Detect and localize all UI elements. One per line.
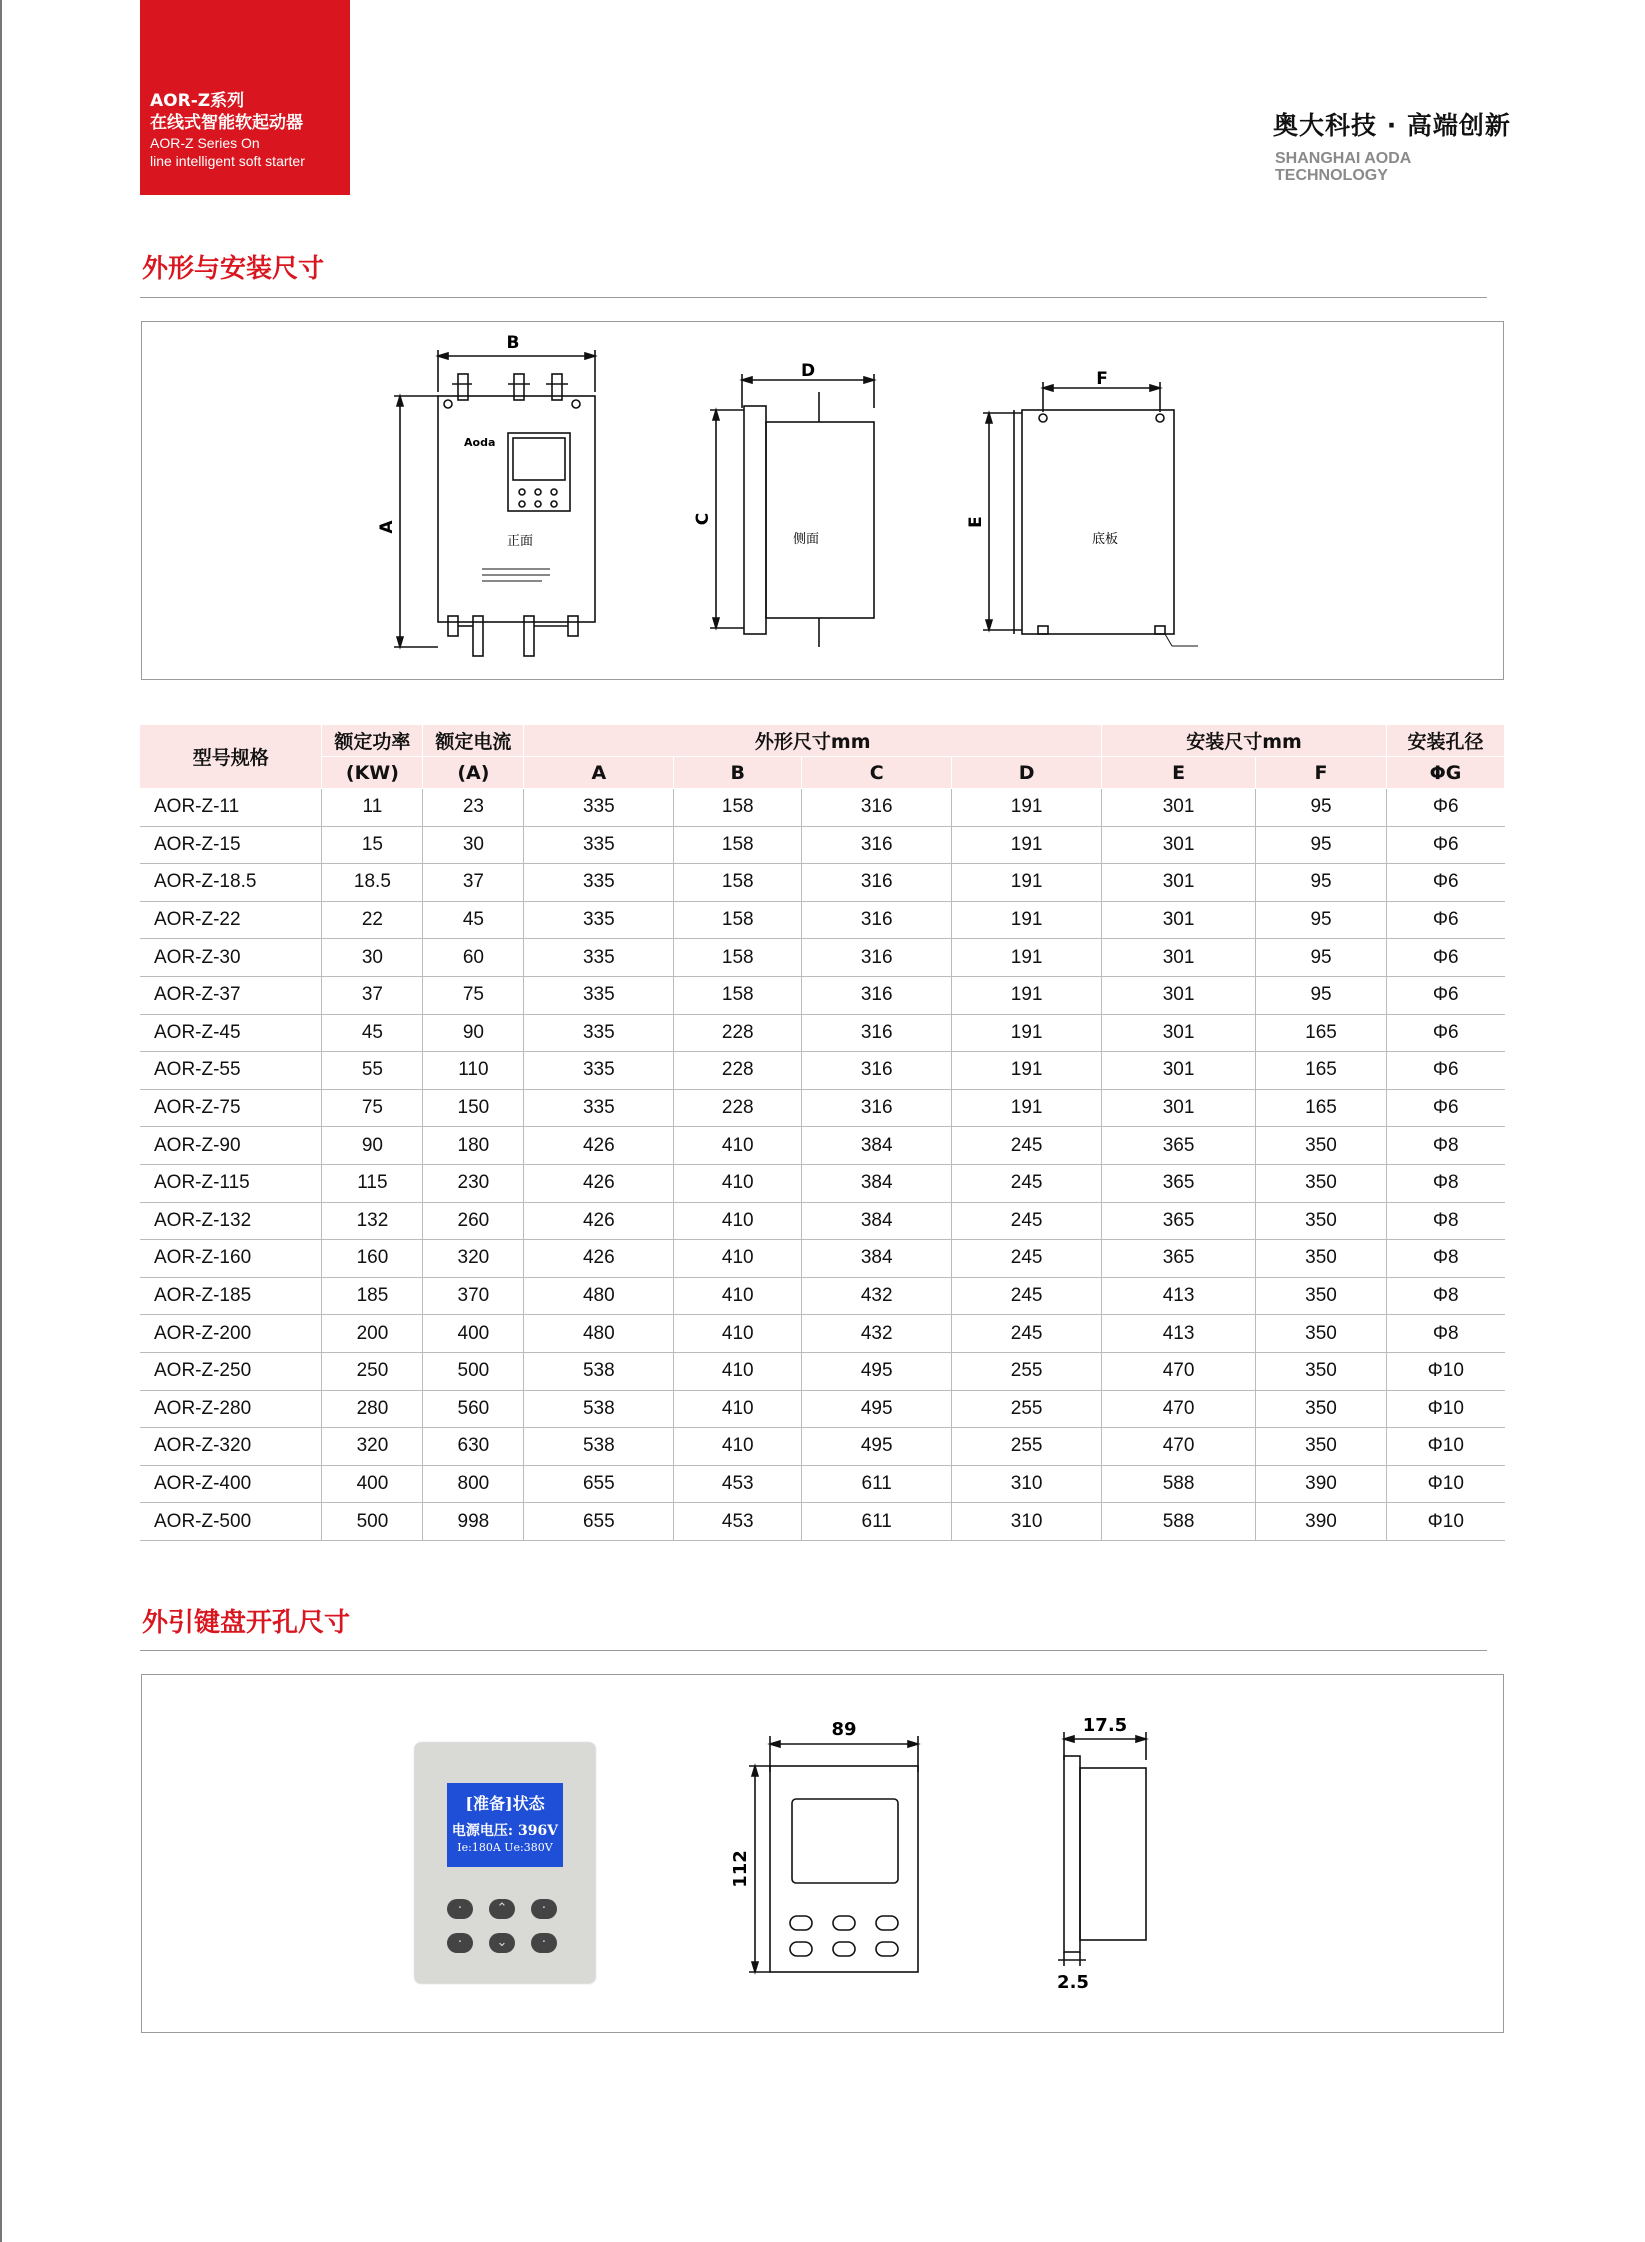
table-cell: 245 <box>952 1315 1102 1353</box>
table-cell: 280 <box>322 1390 423 1428</box>
table-cell: 480 <box>524 1315 674 1353</box>
table-row <box>140 1277 1505 1315</box>
table-cell: 611 <box>802 1465 952 1503</box>
col-install-group: 安装尺寸mm <box>1102 725 1387 757</box>
key-icon: · <box>531 1899 557 1919</box>
company-line2: TECHNOLOGY <box>1275 167 1388 184</box>
table-cell: 350 <box>1256 1127 1387 1165</box>
table-cell: 453 <box>674 1465 802 1503</box>
table-cell: 611 <box>802 1503 952 1541</box>
table-cell: 432 <box>802 1277 952 1315</box>
table-cell: 160 <box>322 1240 423 1278</box>
section-title-keypad: 外引键盘开孔尺寸 <box>142 1608 351 1638</box>
table-cell: 410 <box>674 1164 802 1202</box>
table-cell: 495 <box>802 1390 952 1428</box>
spec-table-body <box>140 789 1505 1541</box>
table-cell: 245 <box>952 1240 1102 1278</box>
table-cell: 350 <box>1256 1315 1387 1353</box>
dim-keypad-width: 89 <box>831 1719 857 1740</box>
table-cell: 410 <box>674 1277 802 1315</box>
table-cell: 316 <box>802 939 952 977</box>
cell-model: AOR-Z-22 <box>140 901 322 939</box>
table-cell: 316 <box>802 901 952 939</box>
dim-label-e: E <box>966 516 986 528</box>
table-cell: 245 <box>952 1164 1102 1202</box>
cell-model: AOR-Z-115 <box>140 1164 322 1202</box>
keypad-screen <box>447 1783 563 1867</box>
table-cell: 260 <box>423 1202 524 1240</box>
table-cell: 95 <box>1256 976 1387 1014</box>
table-cell: Φ8 <box>1386 1202 1504 1240</box>
table-cell: 470 <box>1102 1390 1256 1428</box>
cell-model: AOR-Z-30 <box>140 939 322 977</box>
table-cell: 384 <box>802 1164 952 1202</box>
front-view <box>394 350 595 656</box>
table-cell: 45 <box>423 901 524 939</box>
table-cell: 191 <box>952 864 1102 902</box>
table-cell: 316 <box>802 826 952 864</box>
table-cell: 588 <box>1102 1465 1256 1503</box>
col-hole-sub: ΦG <box>1386 757 1504 789</box>
table-cell: 998 <box>423 1503 524 1541</box>
table-cell: Φ10 <box>1386 1352 1504 1390</box>
table-cell: 110 <box>423 1052 524 1090</box>
table-row <box>140 1202 1505 1240</box>
table-cell: 95 <box>1256 789 1387 827</box>
table-cell: 384 <box>802 1240 952 1278</box>
table-cell: Φ6 <box>1386 864 1504 902</box>
table-cell: 200 <box>322 1315 423 1353</box>
table-row <box>140 864 1505 902</box>
col-c: C <box>802 757 952 789</box>
table-cell: 301 <box>1102 1089 1256 1127</box>
header-slogan: 奥大科技 · 高端创新 <box>1273 111 1511 140</box>
table-cell: 410 <box>674 1127 802 1165</box>
table-cell: 230 <box>423 1164 524 1202</box>
table-cell: 301 <box>1102 789 1256 827</box>
table-cell: 370 <box>423 1277 524 1315</box>
table-cell: 301 <box>1102 976 1256 1014</box>
table-cell: 158 <box>674 789 802 827</box>
table-cell: 410 <box>674 1202 802 1240</box>
table-cell: 335 <box>524 789 674 827</box>
cell-model: AOR-Z-55 <box>140 1052 322 1090</box>
brand-series-cn: AOR-Z系列 <box>150 91 245 111</box>
col-outline-group: 外形尺寸mm <box>524 725 1102 757</box>
table-cell: 538 <box>524 1390 674 1428</box>
table-cell: 301 <box>1102 901 1256 939</box>
table-cell: 800 <box>423 1465 524 1503</box>
table-cell: Φ8 <box>1386 1240 1504 1278</box>
dim-label-f: F <box>1096 369 1108 389</box>
cell-model: AOR-Z-37 <box>140 976 322 1014</box>
col-f: F <box>1256 757 1387 789</box>
table-cell: 316 <box>802 1014 952 1052</box>
table-cell: 255 <box>952 1428 1102 1466</box>
table-cell: 158 <box>674 864 802 902</box>
table-cell: 18.5 <box>322 864 423 902</box>
table-cell: Φ6 <box>1386 1089 1504 1127</box>
table-cell: 470 <box>1102 1352 1256 1390</box>
brand-series-en: AOR-Z Series On <box>150 135 260 151</box>
table-cell: 655 <box>524 1465 674 1503</box>
table-row <box>140 1014 1505 1052</box>
col-current-unit: (A) <box>423 757 524 789</box>
outline-drawing <box>142 322 1503 679</box>
down-arrow-icon: ⌄ <box>489 1933 515 1953</box>
table-cell: 410 <box>674 1352 802 1390</box>
key-icon: · <box>531 1933 557 1953</box>
table-cell: 191 <box>952 939 1102 977</box>
table-cell: 390 <box>1256 1503 1387 1541</box>
table-cell: 180 <box>423 1127 524 1165</box>
brand-block <box>140 0 350 195</box>
table-row <box>140 901 1505 939</box>
table-cell: 45 <box>322 1014 423 1052</box>
table-cell: Φ10 <box>1386 1503 1504 1541</box>
table-subheader-row <box>140 757 1505 789</box>
table-cell: Φ10 <box>1386 1428 1504 1466</box>
table-cell: 350 <box>1256 1428 1387 1466</box>
table-cell: 245 <box>952 1277 1102 1315</box>
table-cell: 410 <box>674 1315 802 1353</box>
cell-model: AOR-Z-250 <box>140 1352 322 1390</box>
outline-drawing-frame <box>141 321 1504 680</box>
table-cell: 132 <box>322 1202 423 1240</box>
page-edge <box>0 0 2 2242</box>
table-cell: 316 <box>802 976 952 1014</box>
cell-model: AOR-Z-45 <box>140 1014 322 1052</box>
table-cell: Φ10 <box>1386 1465 1504 1503</box>
table-row <box>140 1089 1505 1127</box>
table-cell: 75 <box>423 976 524 1014</box>
table-cell: 630 <box>423 1428 524 1466</box>
table-row <box>140 1315 1505 1353</box>
keypad-cutout-drawing <box>720 1710 1170 2000</box>
table-cell: 500 <box>423 1352 524 1390</box>
cell-model: AOR-Z-500 <box>140 1503 322 1541</box>
col-a: A <box>524 757 674 789</box>
table-cell: 11 <box>322 789 423 827</box>
keypad-screen-line1: 电源电压: 396V <box>451 1823 559 1839</box>
table-cell: 426 <box>524 1202 674 1240</box>
section-rule <box>140 297 1487 298</box>
table-cell: 335 <box>524 976 674 1014</box>
col-e: E <box>1102 757 1256 789</box>
table-cell: 228 <box>674 1014 802 1052</box>
table-cell: 90 <box>423 1014 524 1052</box>
table-cell: 191 <box>952 901 1102 939</box>
table-cell: 15 <box>322 826 423 864</box>
table-cell: 560 <box>423 1390 524 1428</box>
table-row <box>140 1465 1505 1503</box>
col-model: 型号规格 <box>140 725 322 789</box>
cell-model: AOR-Z-185 <box>140 1277 322 1315</box>
table-cell: Φ8 <box>1386 1164 1504 1202</box>
key-icon: · <box>447 1933 473 1953</box>
dim-label-a: A <box>377 520 397 534</box>
table-cell: 30 <box>423 826 524 864</box>
table-row <box>140 939 1505 977</box>
keypad-side-outline <box>1058 1732 1146 1966</box>
table-cell: 245 <box>952 1127 1102 1165</box>
table-cell: 350 <box>1256 1277 1387 1315</box>
dim-label-d: D <box>800 361 816 381</box>
table-cell: 22 <box>322 901 423 939</box>
table-cell: 426 <box>524 1164 674 1202</box>
col-power-unit: (KW) <box>322 757 423 789</box>
table-row <box>140 1503 1505 1541</box>
table-cell: 150 <box>423 1089 524 1127</box>
table-row <box>140 1390 1505 1428</box>
dim-label-b: B <box>506 333 520 353</box>
table-cell: 480 <box>524 1277 674 1315</box>
front-view-label: 正面 <box>506 534 534 549</box>
table-row <box>140 976 1505 1014</box>
side-view <box>710 374 874 647</box>
table-cell: 191 <box>952 1089 1102 1127</box>
table-cell: 301 <box>1102 1014 1256 1052</box>
keypad-front-outline <box>749 1736 918 1972</box>
table-cell: 37 <box>322 976 423 1014</box>
base-view <box>983 382 1198 646</box>
table-cell: 453 <box>674 1503 802 1541</box>
table-cell: 335 <box>524 939 674 977</box>
table-row <box>140 1240 1505 1278</box>
table-cell: 384 <box>802 1202 952 1240</box>
section-rule-2 <box>140 1650 1487 1651</box>
base-view-label: 底板 <box>1091 532 1119 547</box>
table-cell: Φ6 <box>1386 789 1504 827</box>
cell-model: AOR-Z-400 <box>140 1465 322 1503</box>
table-cell: 500 <box>322 1503 423 1541</box>
table-cell: 316 <box>802 1052 952 1090</box>
table-cell: 365 <box>1102 1240 1256 1278</box>
table-cell: Φ10 <box>1386 1390 1504 1428</box>
table-cell: 470 <box>1102 1428 1256 1466</box>
table-cell: 301 <box>1102 1052 1256 1090</box>
table-row <box>140 1164 1505 1202</box>
table-cell: 413 <box>1102 1315 1256 1353</box>
table-cell: 228 <box>674 1052 802 1090</box>
table-cell: Φ8 <box>1386 1315 1504 1353</box>
table-cell: Φ6 <box>1386 939 1504 977</box>
table-cell: 95 <box>1256 864 1387 902</box>
table-cell: 95 <box>1256 826 1387 864</box>
table-cell: 350 <box>1256 1390 1387 1428</box>
table-cell: 350 <box>1256 1164 1387 1202</box>
key-icon: · <box>447 1899 473 1919</box>
cell-model: AOR-Z-15 <box>140 826 322 864</box>
table-cell: 365 <box>1102 1202 1256 1240</box>
table-cell: 538 <box>524 1428 674 1466</box>
table-cell: 95 <box>1256 939 1387 977</box>
table-cell: 310 <box>952 1503 1102 1541</box>
table-cell: 390 <box>1256 1465 1387 1503</box>
table-cell: Φ8 <box>1386 1277 1504 1315</box>
table-cell: Φ6 <box>1386 826 1504 864</box>
table-cell: 335 <box>524 864 674 902</box>
table-row <box>140 1052 1505 1090</box>
table-cell: 245 <box>952 1202 1102 1240</box>
table-cell: 410 <box>674 1240 802 1278</box>
table-cell: 185 <box>322 1277 423 1315</box>
table-row <box>140 826 1505 864</box>
dim-label-c: C <box>693 512 713 526</box>
section-title-dimensions: 外形与安装尺寸 <box>142 254 325 284</box>
table-cell: Φ8 <box>1386 1127 1504 1165</box>
cell-model: AOR-Z-320 <box>140 1428 322 1466</box>
table-cell: 320 <box>423 1240 524 1278</box>
table-cell: 30 <box>322 939 423 977</box>
keypad-keys <box>439 1893 571 1961</box>
dim-keypad-thickness: 2.5 <box>1057 1972 1089 1993</box>
table-cell: 301 <box>1102 826 1256 864</box>
table-cell: 165 <box>1256 1014 1387 1052</box>
cell-model: AOR-Z-280 <box>140 1390 322 1428</box>
table-cell: 350 <box>1256 1240 1387 1278</box>
brand-product-cn: 在线式智能软起动器 <box>150 113 303 133</box>
cell-model: AOR-Z-11 <box>140 789 322 827</box>
table-cell: 320 <box>322 1428 423 1466</box>
table-cell: 165 <box>1256 1089 1387 1127</box>
table-cell: 335 <box>524 1014 674 1052</box>
table-cell: 588 <box>1102 1503 1256 1541</box>
cell-model: AOR-Z-132 <box>140 1202 322 1240</box>
table-cell: 410 <box>674 1428 802 1466</box>
table-cell: 158 <box>674 939 802 977</box>
col-current: 额定电流 <box>423 725 524 757</box>
cell-model: AOR-Z-18.5 <box>140 864 322 902</box>
cell-model: AOR-Z-160 <box>140 1240 322 1278</box>
table-cell: 301 <box>1102 939 1256 977</box>
table-cell: 335 <box>524 901 674 939</box>
table-cell: 655 <box>524 1503 674 1541</box>
table-cell: 426 <box>524 1127 674 1165</box>
table-cell: 255 <box>952 1390 1102 1428</box>
table-cell: 158 <box>674 826 802 864</box>
table-cell: 350 <box>1256 1202 1387 1240</box>
table-cell: 335 <box>524 826 674 864</box>
table-cell: 255 <box>952 1352 1102 1390</box>
table-cell: 400 <box>423 1315 524 1353</box>
table-cell: 115 <box>322 1164 423 1202</box>
table-cell: 365 <box>1102 1127 1256 1165</box>
table-cell: 301 <box>1102 864 1256 902</box>
brand-product-en: line intelligent soft starter <box>150 153 305 169</box>
table-cell: 158 <box>674 901 802 939</box>
keypad-screen-line2: Ie:180A Ue:380V <box>457 1841 553 1854</box>
col-power: 额定功率 <box>322 725 423 757</box>
table-cell: 228 <box>674 1089 802 1127</box>
table-cell: Φ6 <box>1386 901 1504 939</box>
table-row <box>140 1428 1505 1466</box>
table-cell: 316 <box>802 864 952 902</box>
table-cell: 384 <box>802 1127 952 1165</box>
table-cell: 55 <box>322 1052 423 1090</box>
table-cell: 191 <box>952 826 1102 864</box>
table-cell: 365 <box>1102 1164 1256 1202</box>
table-cell: 413 <box>1102 1277 1256 1315</box>
table-cell: 90 <box>322 1127 423 1165</box>
cell-model: AOR-Z-75 <box>140 1089 322 1127</box>
table-cell: 191 <box>952 789 1102 827</box>
table-cell: Φ6 <box>1386 1014 1504 1052</box>
table-cell: Φ6 <box>1386 1052 1504 1090</box>
table-cell: 75 <box>322 1089 423 1127</box>
table-row <box>140 1127 1505 1165</box>
up-arrow-icon: ⌃ <box>489 1899 515 1919</box>
keypad-screen-title: [准备]状态 <box>465 1794 545 1813</box>
front-logo: Aoda <box>464 436 496 449</box>
table-row <box>140 1352 1505 1390</box>
col-hole: 安装孔径 <box>1386 725 1504 757</box>
table-cell: 191 <box>952 976 1102 1014</box>
col-d: D <box>952 757 1102 789</box>
table-cell: 310 <box>952 1465 1102 1503</box>
company-name <box>1275 150 1411 184</box>
table-cell: 335 <box>524 1089 674 1127</box>
col-b: B <box>674 757 802 789</box>
table-cell: 316 <box>802 1089 952 1127</box>
spec-table <box>140 725 1505 1541</box>
table-cell: 191 <box>952 1014 1102 1052</box>
table-cell: 410 <box>674 1390 802 1428</box>
cell-model: AOR-Z-200 <box>140 1315 322 1353</box>
dim-keypad-depth: 17.5 <box>1082 1715 1128 1736</box>
table-cell: 37 <box>423 864 524 902</box>
side-view-label: 侧面 <box>792 532 820 547</box>
table-cell: 60 <box>423 939 524 977</box>
table-cell: 158 <box>674 976 802 1014</box>
table-cell: 495 <box>802 1352 952 1390</box>
dim-keypad-height: 112 <box>730 1850 751 1888</box>
table-cell: 350 <box>1256 1352 1387 1390</box>
table-cell: 23 <box>423 789 524 827</box>
table-cell: 426 <box>524 1240 674 1278</box>
cell-model: AOR-Z-90 <box>140 1127 322 1165</box>
table-cell: 191 <box>952 1052 1102 1090</box>
table-cell: 165 <box>1256 1052 1387 1090</box>
keypad-photo <box>415 1743 595 1983</box>
table-cell: 495 <box>802 1428 952 1466</box>
table-cell: 538 <box>524 1352 674 1390</box>
table-row <box>140 789 1505 827</box>
table-cell: 400 <box>322 1465 423 1503</box>
table-cell: 316 <box>802 789 952 827</box>
table-cell: 250 <box>322 1352 423 1390</box>
table-cell: 432 <box>802 1315 952 1353</box>
table-cell: 335 <box>524 1052 674 1090</box>
company-line1: SHANGHAI AODA <box>1275 150 1412 167</box>
table-header-row <box>140 725 1505 757</box>
table-cell: Φ6 <box>1386 976 1504 1014</box>
table-cell: 95 <box>1256 901 1387 939</box>
